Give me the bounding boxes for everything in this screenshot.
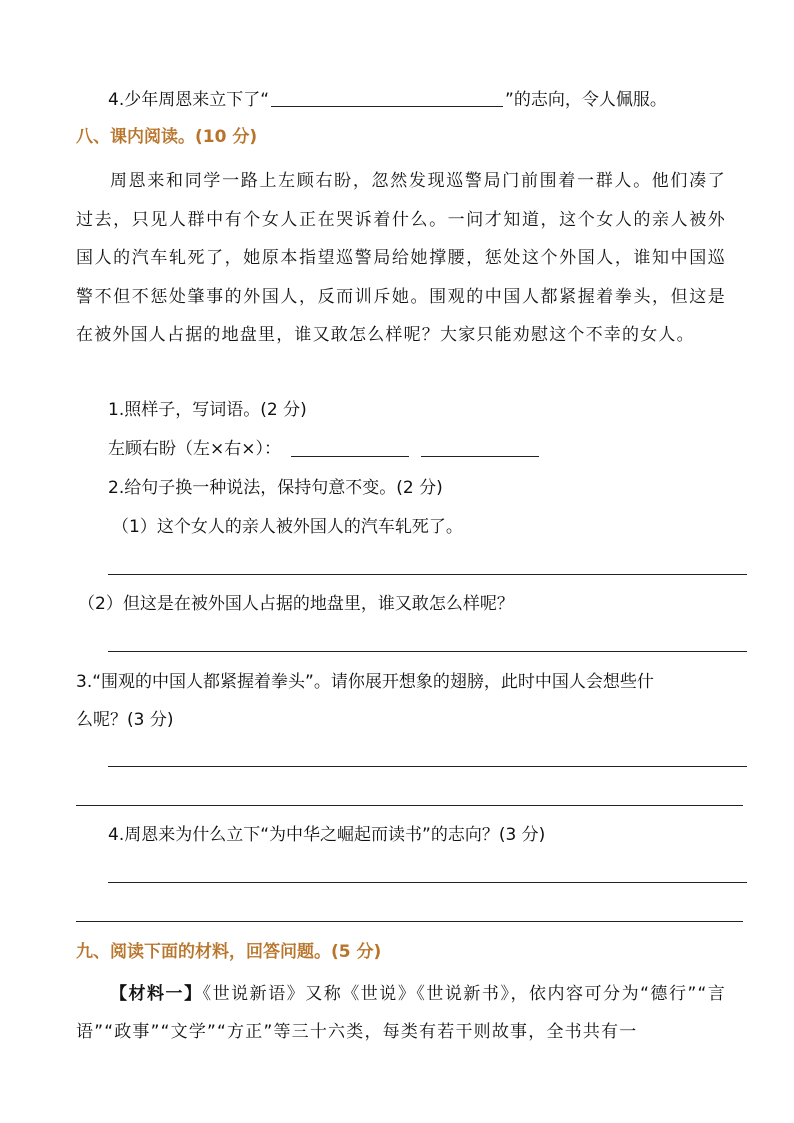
question-4-prompt: 4.周恩来为什么立下“为中华之崛起而读书”的志向？(3 分): [108, 825, 546, 845]
answer-blank-2[interactable]: [421, 438, 539, 457]
fill-blank-input[interactable]: [271, 88, 503, 107]
fill-question-4-prefix: 4.少年周恩来立下了“: [108, 90, 270, 110]
question-1-example: 左顾右盼（左×右×）：: [108, 439, 281, 459]
section-8-heading: 八、课内阅读。(10 分): [76, 127, 258, 147]
question-2-sub2: （2）但这是在被外国人占据的地盘里，谁又敢怎么样呢？: [78, 594, 514, 614]
question-3-line2: 么呢？(3 分): [76, 710, 174, 730]
question-3-line1: 3.“围观的中国人都紧握着拳头”。请你展开想象的翅膀，此时中国人会想些什: [76, 672, 654, 692]
reading-passage: 周恩来和同学一路上左顾右盼，忽然发现巡警局门前围着一群人。他们凑了过去，只见人群中有个女人正在哭诉着什么。一问才知道，这个女人的亲人被外国人的汽车轧死了，她原本指望巡警局给她撑腰，惩处这个外国人，谁知中国巡警不但不惩处肇事的外国人，反而训斥她。围观的中国人都紧握着拳头，但这是在被外国人占据的地盘里，谁又敢怎么样呢？大家只能劝慰这个不幸的女人。: [76, 171, 726, 345]
answer-line-4-1[interactable]: [108, 882, 747, 883]
question-1-example-row: [108, 437, 539, 461]
question-2-prompt: 2.给句子换一种说法，保持句意不变。(2 分): [108, 478, 443, 498]
material-one-label: 【材料一】: [110, 984, 203, 1004]
answer-blank-1[interactable]: [291, 438, 409, 457]
answer-line-2-1[interactable]: [108, 574, 747, 575]
section-9-heading: 九、阅读下面的材料，回答问题。(5 分): [76, 942, 382, 962]
answer-line-3-1[interactable]: [108, 766, 747, 767]
answer-line-3-2[interactable]: [76, 805, 743, 806]
question-2-sub1: （1）这个女人的亲人被外国人的汽车轧死了。: [112, 517, 463, 537]
fill-question-4-suffix: ”的志向，令人佩服。: [505, 90, 667, 110]
fill-question-4: [108, 88, 667, 112]
answer-line-4-2[interactable]: [76, 921, 743, 922]
material-one: [76, 975, 726, 1051]
answer-line-2-2[interactable]: [108, 651, 747, 652]
question-1-prompt: 1.照样子，写词语。(2 分): [108, 400, 307, 420]
material-one-text: 《世说新语》又称《世说》《世说新书》，依内容可分为“德行”“言语”“政事”“文学”“方正”等三十六类，每类有若干则故事，全书共有一: [76, 984, 727, 1042]
